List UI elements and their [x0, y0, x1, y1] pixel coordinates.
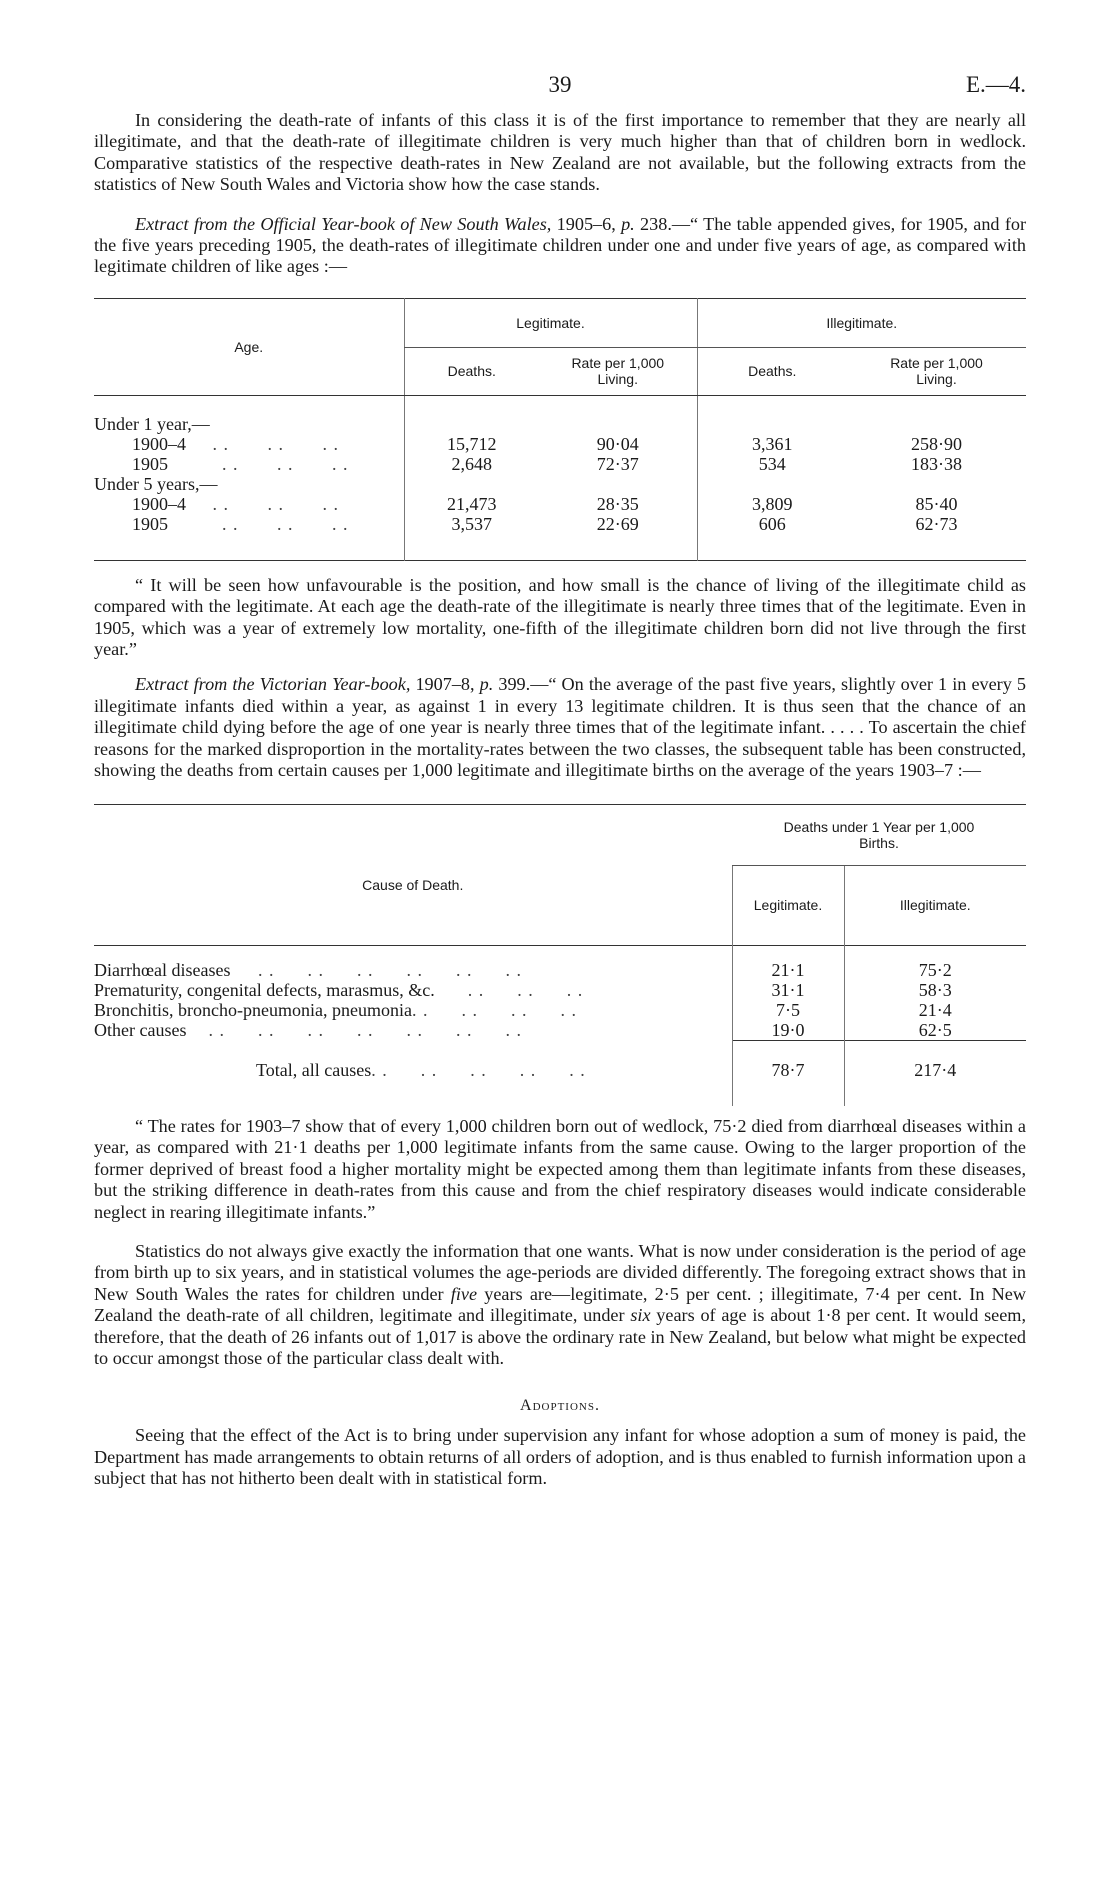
cause-header: Cause of Death. [362, 876, 464, 893]
paragraph-statistics: Statistics do not always give exactly the information that one wants. What is now under consideration is the period of age from birth up to six years, and in statistical volumes the age-periods are divided differently. The foregoing extract shows that in New South Wales the rates for children under five years are—legitimate, 2·5 per cent. ; illegitimate, 7·4 per cent. In New Zealand the death-rate of all children, legitimate and illegitimate, under six years of age is about 1·8 per cent. It would seem, therefore, that the death of 26 infants out of 1,017 is above the ordinary rate in New Zealand, but below what might be expected to occur amongst those of the particular class dealt with. [94, 1241, 1027, 1369]
document-reference: E.—4. [965, 72, 1026, 97]
paragraph-nsw-extract: Extract from the Official Year-book of New South Wales, 1905–6, p. 238.—“ The table appended gives, for 1905, and for the five years preceding 1905, the death-rates of illegitimate children under one and under five years of age, as compared with legitimate children of like ages :— [94, 213, 1027, 277]
table-row: Diarrhœal diseases . . . . . . . . . . . . 21·1 75·2 [94, 960, 1026, 980]
page-number: 39 [548, 72, 572, 97]
table-age-death-rates [94, 298, 1026, 561]
legit-rate-header: Rate per 1,000 Living. [539, 347, 697, 395]
t2-legitimate-header: Legitimate. [732, 865, 844, 945]
t2-illegitimate-header: Illegitimate. [844, 865, 1026, 945]
table-row: 1905 . . . . . . 2,648 72·37 534 183·38 [132, 453, 962, 474]
paragraph-victoria-extract: Extract from the Victorian Year-book, 1907–8, p. 399.—“ On the average of the past five years, slightly over 1 in every 5 illegitimate infants died within a year, as against 1 in every 13 legitimate children. It is thus seen that the chance of an illegitimate child dying before the age of one year is nearly three times that of the legitimate infant. . . . . To ascertain the chief reasons for the marked disproportion in the mortality-rates between the two classes, the subsequent table has been constructed, showing the deaths from certain causes per 1,000 legitimate and illegitimate births on the average of the years 1903–7 :— [94, 674, 1027, 781]
group-label-under-1: Under 1 year,— [94, 413, 210, 434]
table-row: 1905 . . . . . . 3,537 22·69 606 62·73 [94, 514, 1026, 561]
illegit-deaths-header: Deaths. [697, 347, 847, 395]
page-header [94, 70, 1026, 110]
victoria-source-title: Extract from the Victorian Year-book, [135, 674, 411, 695]
table-row: 1900–4 . . . . . . 15,712 90·04 3,361 258·90 [132, 433, 962, 454]
age-header: Age. [94, 298, 404, 395]
table-row: 1900–4 . . . . . . 21,473 28·35 3,809 85·40 [132, 493, 958, 514]
table-row: Other causes . . . . . . . . . . . . . . 19·0 62·5 [94, 1020, 1026, 1041]
legitimate-header: Legitimate. [404, 298, 697, 347]
table-row: Bronchitis, broncho-pneumonia, pneumonia. . . . . . . . 7·5 21·4 [94, 1000, 1026, 1020]
section-heading-adoptions: Adoptions. [520, 1397, 600, 1415]
group-label-under-5: Under 5 years,— [94, 473, 218, 494]
illegit-rate-header: Rate per 1,000 Living. [847, 347, 1026, 395]
paragraph-intro: In considering the death-rate of infants of this class it is of the first importance to remember that they are nearly all illegitimate, and that the death-rate of illegitimate children is very much higher than that of children born in wedlock. Comparative statistics of the respective death-rates in New Zealand are not available, but the following extracts from the statistics of New South Wales and Victoria show how the case stands. [94, 110, 1026, 195]
paragraph-victoria-quote: “ The rates for 1903–7 show that of every 1,000 children born out of wedlock, 75·2 died from diarrhœal diseases within a year, as compared with 21·1 deaths per 1,000 legitimate infants from the same cause. Owing to the larger proportion of the former deprived of breast food a higher mortality might be expected among them than legitimate infants from these diseases, but the striking difference in death-rates from this cause and from the chief respiratory diseases would indicate considerable neglect in rearing illegitimate infants.” [94, 1116, 1026, 1222]
legit-deaths-header: Deaths. [404, 347, 539, 395]
table-cause-of-death [94, 804, 1026, 1107]
table-total-row: Total, all causes. . . . . . . . . . 78·7 217·4 [94, 1060, 1026, 1106]
deaths-per-1000-header: Deaths under 1 Year per 1,000 Births. [732, 804, 1026, 865]
document-page [94, 70, 1026, 1490]
table-row: Prematurity, congenital defects, marasmus, &c. . . . . . . 31·1 58·3 [94, 980, 1026, 1000]
paragraph-nsw-quote: “ It will be seen how unfavourable is the position, and how small is the chance of living of the illegitimate child as compared with the legitimate. At each age the death-rate of the illegitimate is nearly three times that of the legitimate. Even in 1905, which was a year of extremely low mortality, one-fifth of the illegitimate children born did not live through the first year.” [94, 574, 1026, 660]
illegitimate-header: Illegitimate. [697, 298, 1026, 347]
nsw-source-title: Extract from the Official Year-book of New South Wales, [135, 213, 552, 234]
paragraph-adoptions: Seeing that the effect of the Act is to bring under supervision any infant for whose adoption a sum of money is paid, the Department has made arrangements to obtain returns of all orders of adoption, and is thus enabled to furnish information upon a subject that has not hitherto been dealt with in statistical form. [94, 1425, 1026, 1489]
